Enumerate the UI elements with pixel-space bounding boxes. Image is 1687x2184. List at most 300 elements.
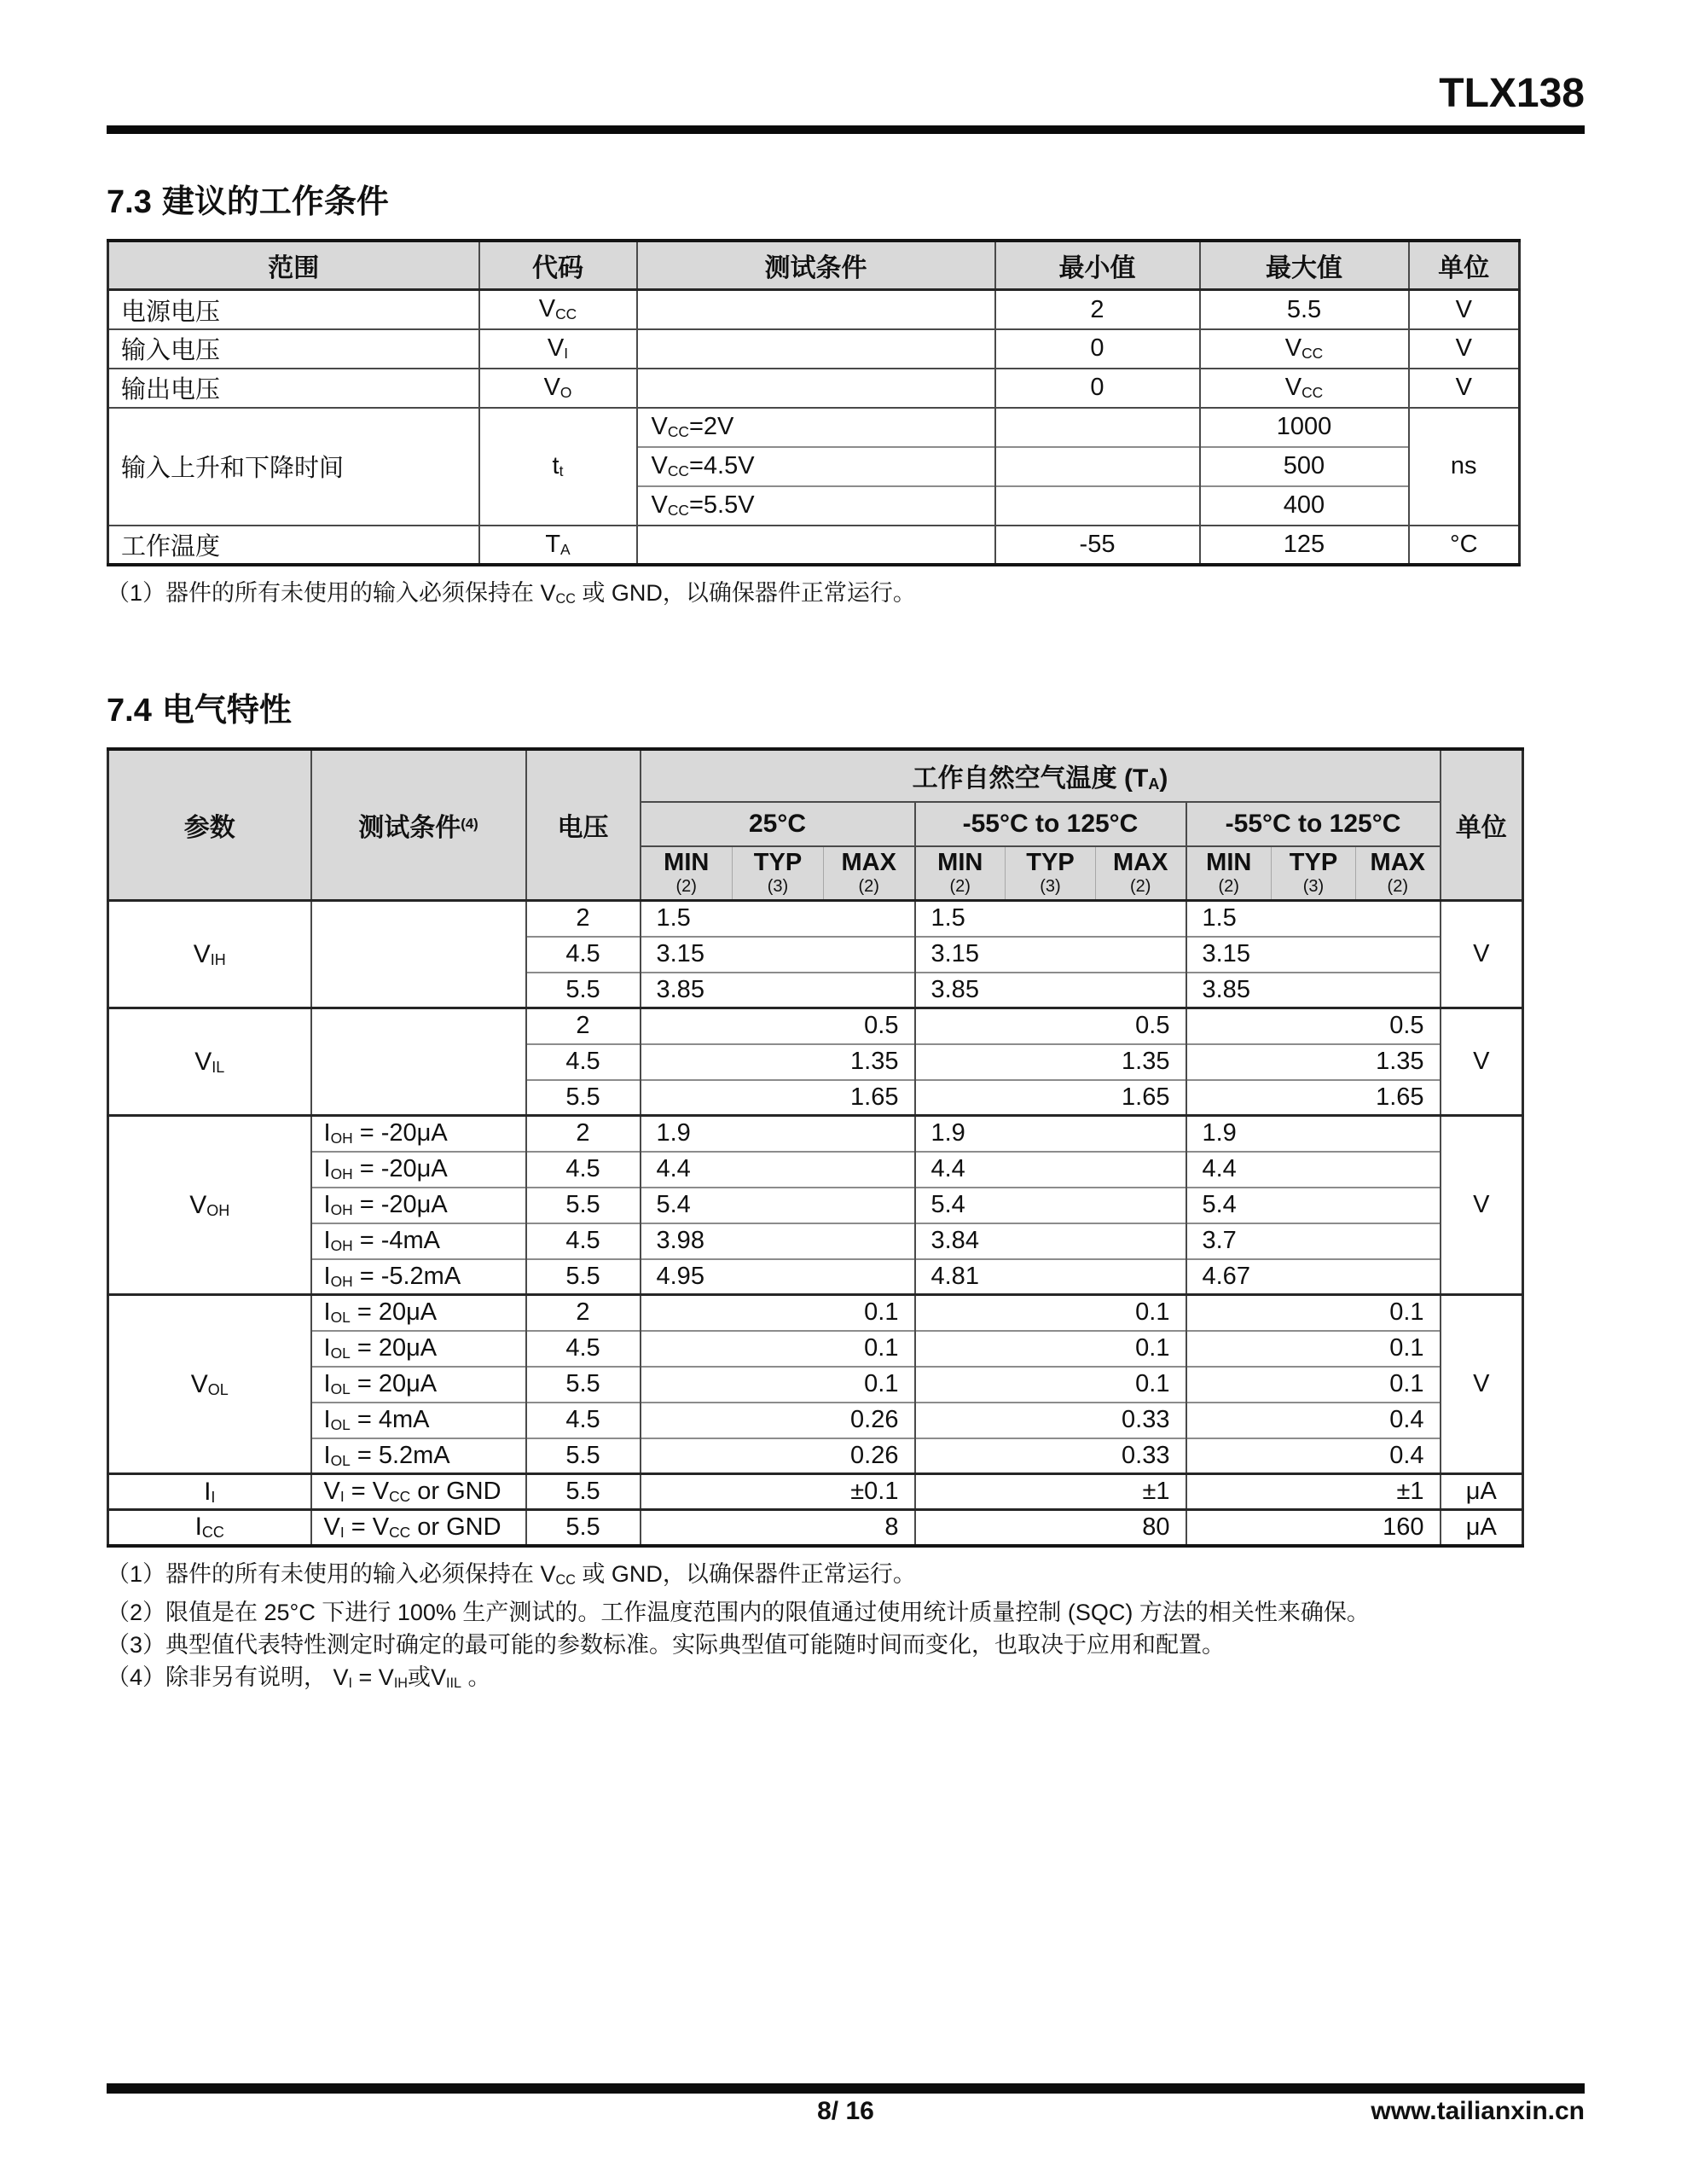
test-condition-cell: $I_{OH} = -20\mu A$ (311, 1152, 526, 1188)
temp-group-full-range-2: -55°C to 125°C (1186, 802, 1441, 846)
table-row (108, 1510, 1523, 1546)
voltage-cell: 5.5 (526, 1474, 641, 1510)
value-cell (733, 1008, 824, 1044)
min-note: (2) (1218, 877, 1239, 897)
value-cell: 4.4 (641, 1152, 733, 1188)
value-cell (733, 1331, 824, 1367)
value-cell (1006, 1008, 1096, 1044)
value-cell (1006, 1080, 1096, 1116)
table-row (108, 1188, 1523, 1223)
value-cell (733, 1188, 824, 1223)
max-value-cell: $V_{CC}$ (1200, 329, 1409, 369)
value-cell (641, 1438, 733, 1474)
test-condition-cell: $I_{OL} = 20\mu A$ (311, 1295, 526, 1331)
value-cell (1272, 1080, 1356, 1116)
value-cell (1006, 1188, 1096, 1223)
page-number: 8/ 16 (817, 2097, 874, 2125)
value-cell (1272, 1152, 1356, 1188)
col-header-min: 最小值 (995, 241, 1200, 290)
typ-note: (3) (1302, 877, 1325, 897)
value-cell (641, 1474, 733, 1510)
value-cell (915, 1438, 1006, 1474)
value-cell (1096, 1152, 1186, 1188)
value-cell: 0.1 (1096, 1331, 1186, 1367)
footnote-4: （4）除非另有说明， $V_I = V_{IH}$或$V_{IIL}$ 。 (107, 1664, 491, 1691)
value-cell: 0.26 (824, 1403, 915, 1438)
typ-header (1006, 846, 1096, 901)
value-cell (1356, 1116, 1441, 1152)
typ-label: TYP (1026, 849, 1075, 877)
table-row (108, 1474, 1523, 1510)
value-cell (1272, 1403, 1356, 1438)
value-cell (1272, 937, 1356, 973)
typ-header (1272, 846, 1356, 901)
value-cell (733, 1295, 824, 1331)
voltage-cell: 4.5 (526, 1331, 641, 1367)
range-cell: 输入电压 (108, 329, 479, 369)
value-cell (1356, 901, 1441, 937)
value-cell (641, 1080, 733, 1116)
value-cell (915, 1510, 1006, 1546)
voltage-cell: 4.5 (526, 1152, 641, 1188)
unit-cell: V (1441, 1116, 1523, 1295)
value-cell (1006, 1223, 1096, 1259)
value-cell (824, 1188, 915, 1223)
value-cell (1096, 901, 1186, 937)
unit-cell: V (1441, 1008, 1523, 1116)
value-cell (1186, 1008, 1272, 1044)
value-cell (1006, 1116, 1096, 1152)
value-cell (733, 1259, 824, 1295)
table-row (108, 1223, 1523, 1259)
value-cell (1356, 937, 1441, 973)
unit-cell: °C (1409, 526, 1520, 565)
value-cell (1096, 1259, 1186, 1295)
col-header-test-condition: 测试条件 (637, 241, 995, 290)
value-cell: 3.84 (915, 1223, 1006, 1259)
typ-label: TYP (753, 849, 803, 877)
value-cell (915, 1080, 1006, 1116)
value-cell: 5.4 (1186, 1188, 1272, 1223)
unit-cell: V (1441, 1295, 1523, 1474)
table-row (108, 329, 1520, 369)
value-cell (1006, 1259, 1096, 1295)
temp-group-full-range-1: -55°C to 125°C (915, 802, 1186, 846)
value-cell (1272, 973, 1356, 1008)
footnote-1: （1）器件的所有未使用的输入必须保持在 $V_{CC}$ 或 GND，以确保器件正常运行。 (107, 579, 916, 607)
value-cell (1272, 901, 1356, 937)
value-cell (1006, 1438, 1096, 1474)
recommended-operating-conditions-table (107, 239, 1521, 566)
table-row (108, 1152, 1523, 1188)
value-cell: 0.1 (1356, 1367, 1441, 1403)
voltage-cell: 4.5 (526, 1223, 641, 1259)
value-cell: 0.1 (824, 1367, 915, 1403)
test-condition-cell (637, 526, 995, 565)
value-cell: 0.5 (824, 1008, 915, 1044)
value-cell (1272, 1008, 1356, 1044)
value-cell (733, 1474, 824, 1510)
value-cell (1186, 1044, 1272, 1080)
value-cell: 0.5 (1096, 1008, 1186, 1044)
max-value-cell: 5.5 (1200, 290, 1409, 329)
value-cell (1272, 1438, 1356, 1474)
test-condition-cell: $I_{OH} = -20\mu A$ (311, 1116, 526, 1152)
min-label: MIN (937, 849, 983, 877)
value-cell: 0.1 (824, 1295, 915, 1331)
value-cell (733, 973, 824, 1008)
value-cell (1272, 1116, 1356, 1152)
value-cell: 1.5 (1186, 901, 1272, 937)
test-condition-cell: $V_{CC}=4.5V$ (637, 447, 995, 486)
code-cell: $V_I$ (479, 329, 637, 369)
value-cell: 0.1 (1096, 1367, 1186, 1403)
electrical-characteristics-table (107, 747, 1524, 1548)
col-header-voltage: 电压 (526, 749, 641, 901)
value-cell (1272, 1259, 1356, 1295)
value-cell (1006, 901, 1096, 937)
value-cell (1096, 1188, 1186, 1223)
test-condition-cell (637, 369, 995, 408)
table-row (108, 1331, 1523, 1367)
value-cell (1186, 1331, 1272, 1367)
value-cell: 8 (824, 1510, 915, 1546)
unit-cell: μA (1441, 1474, 1523, 1510)
value-cell (641, 1008, 733, 1044)
table-row (108, 369, 1520, 408)
page-footer (107, 2083, 1585, 2135)
value-cell (1186, 1510, 1272, 1546)
section-heading-7-3 (107, 175, 1585, 222)
section-number: 7.4 (107, 692, 152, 729)
max-header (1096, 846, 1186, 901)
value-cell (641, 1367, 733, 1403)
range-cell: 工作温度 (108, 526, 479, 565)
value-cell (733, 1116, 824, 1152)
value-cell (824, 1223, 915, 1259)
value-cell: 0.4 (1356, 1403, 1441, 1438)
value-cell (1356, 1152, 1441, 1188)
value-cell (1186, 1367, 1272, 1403)
min-label: MIN (664, 849, 710, 877)
voltage-cell: 5.5 (526, 1510, 641, 1546)
table-row (108, 901, 1523, 937)
value-cell (733, 901, 824, 937)
parameter-cell: $V_{OL}$ (108, 1295, 311, 1474)
value-cell (1356, 973, 1441, 1008)
value-cell: 4.4 (1186, 1152, 1272, 1188)
value-cell: 1.35 (1356, 1044, 1441, 1080)
value-cell (733, 1223, 824, 1259)
value-cell: 3.15 (641, 937, 733, 973)
col-header-ambient-temperature: 工作自然空气温度 $(T_A)$ (641, 749, 1441, 802)
value-cell (1006, 1295, 1096, 1331)
min-value-cell: 0 (995, 369, 1200, 408)
roc-footnotes (107, 577, 1585, 615)
min-header (641, 846, 733, 901)
max-value-cell: 400 (1200, 486, 1409, 526)
max-value-cell: 125 (1200, 526, 1409, 565)
value-cell: 4.67 (1186, 1259, 1272, 1295)
voltage-cell: 4.5 (526, 1403, 641, 1438)
min-value-cell: -55 (995, 526, 1200, 565)
value-cell (915, 1008, 1006, 1044)
voltage-cell: 5.5 (526, 973, 641, 1008)
col-header-test-condition: 测试条件$^{(4)}$ (311, 749, 526, 901)
parameter-cell: $V_{IL}$ (108, 1008, 311, 1116)
value-cell (915, 1331, 1006, 1367)
parameter-cell: $I_I$ (108, 1474, 311, 1510)
min-note: (2) (949, 877, 971, 897)
section-recommended-operating-conditions (107, 175, 1585, 615)
value-cell: 0.1 (1356, 1295, 1441, 1331)
table-row (108, 1259, 1523, 1295)
table-row (108, 1008, 1523, 1044)
voltage-cell: 5.5 (526, 1080, 641, 1116)
value-cell (824, 901, 915, 937)
value-cell: 3.85 (915, 973, 1006, 1008)
value-cell: 0.33 (1096, 1403, 1186, 1438)
test-condition-cell (637, 329, 995, 369)
footer-rule (107, 2083, 1585, 2094)
table-row (108, 1403, 1523, 1438)
value-cell: 0.1 (1356, 1331, 1441, 1367)
value-cell (915, 1367, 1006, 1403)
value-cell: 1.9 (641, 1116, 733, 1152)
voltage-cell: 4.5 (526, 1044, 641, 1080)
min-note: (2) (675, 877, 697, 897)
value-cell: 80 (1096, 1510, 1186, 1546)
max-header (824, 846, 915, 901)
max-note: (2) (1130, 877, 1151, 897)
value-cell (824, 937, 915, 973)
voltage-cell: 2 (526, 1295, 641, 1331)
typ-note: (3) (1040, 877, 1061, 897)
value-cell (1096, 937, 1186, 973)
value-cell: 3.15 (1186, 937, 1272, 973)
value-cell (733, 1044, 824, 1080)
value-cell: 3.15 (915, 937, 1006, 973)
doc-title: TLX138 (1439, 71, 1585, 116)
min-value-cell (995, 408, 1200, 447)
range-cell: 电源电压 (108, 290, 479, 329)
table-header-row (108, 749, 1523, 802)
value-cell: 5.4 (915, 1188, 1006, 1223)
test-condition-cell: $I_{OH} = -20\mu A$ (311, 1188, 526, 1223)
max-note: (2) (1387, 877, 1408, 897)
min-value-cell: 0 (995, 329, 1200, 369)
value-cell (1186, 1438, 1272, 1474)
value-cell: 1.65 (1096, 1080, 1186, 1116)
value-cell (641, 1044, 733, 1080)
unit-cell: μA (1441, 1510, 1523, 1546)
range-cell: 输出电压 (108, 369, 479, 408)
value-cell (1272, 1223, 1356, 1259)
table-row (108, 1367, 1523, 1403)
voltage-cell: 5.5 (526, 1259, 641, 1295)
test-condition-cell: $V_{CC}=2V$ (637, 408, 995, 447)
header-rule (107, 125, 1585, 134)
value-cell: 1.5 (915, 901, 1006, 937)
voltage-cell: 5.5 (526, 1438, 641, 1474)
value-cell (641, 1295, 733, 1331)
test-condition-cell: $I_{OH} = -4mA$ (311, 1223, 526, 1259)
typ-header (733, 846, 824, 901)
value-cell (1356, 1188, 1441, 1223)
test-condition-cell: $I_{OL} = 5.2mA$ (311, 1438, 526, 1474)
table-row (108, 1116, 1523, 1152)
test-condition-cell: $V_I = V_{CC}$ or GND (311, 1510, 526, 1546)
value-cell: 1.9 (915, 1116, 1006, 1152)
page-header (107, 72, 1585, 134)
section-number: 7.3 (107, 183, 152, 220)
test-condition-cell: $I_{OL} = 4mA$ (311, 1403, 526, 1438)
value-cell (1272, 1474, 1356, 1510)
value-cell (915, 1403, 1006, 1438)
code-cell: $t_t$ (479, 408, 637, 526)
value-cell (1272, 1331, 1356, 1367)
value-cell: 0.5 (1356, 1008, 1441, 1044)
voltage-cell: 5.5 (526, 1367, 641, 1403)
value-cell: 0.26 (824, 1438, 915, 1474)
test-condition-cell: $I_{OH} = -5.2mA$ (311, 1259, 526, 1295)
footnote-3: （3）典型值代表特性测定时确定的最可能的参数标准。实际典型值可能随时间而变化，也取决于应用和配置。 (107, 1631, 1226, 1658)
website-url: www.tailianxin.cn (1371, 2097, 1585, 2125)
temp-group-25c: 25°C (641, 802, 915, 846)
value-cell (733, 1152, 824, 1188)
max-value-cell: 1000 (1200, 408, 1409, 447)
value-cell (641, 1403, 733, 1438)
value-cell: 4.95 (641, 1259, 733, 1295)
value-cell (1006, 1474, 1096, 1510)
typ-note: (3) (767, 877, 789, 897)
value-cell: 4.81 (915, 1259, 1006, 1295)
min-header (915, 846, 1006, 901)
max-label: MAX (1370, 849, 1425, 877)
col-header-max: 最大值 (1200, 241, 1409, 290)
code-cell: $V_{CC}$ (479, 290, 637, 329)
test-condition-cell (311, 1008, 526, 1116)
max-note: (2) (858, 877, 879, 897)
unit-cell: V (1409, 329, 1520, 369)
typ-label: TYP (1289, 849, 1338, 877)
min-label: MIN (1206, 849, 1252, 877)
test-condition-cell (311, 901, 526, 1008)
parameter-cell: $V_{OH}$ (108, 1116, 311, 1295)
min-header (1186, 846, 1272, 901)
value-cell (915, 1295, 1006, 1331)
value-cell (733, 937, 824, 973)
col-header-unit: 单位 (1409, 241, 1520, 290)
value-cell (824, 1152, 915, 1188)
value-cell (1272, 1510, 1356, 1546)
footer-row (107, 2097, 1585, 2135)
value-cell: 4.4 (915, 1152, 1006, 1188)
elec-footnotes (107, 1558, 1585, 1699)
value-cell: 3.85 (1186, 973, 1272, 1008)
value-cell: 0.4 (1356, 1438, 1441, 1474)
footnote-1: （1）器件的所有未使用的输入必须保持在 $V_{CC}$ 或 GND，以确保器件正常运行。 (107, 1560, 916, 1588)
value-cell: 3.7 (1186, 1223, 1272, 1259)
value-cell: 1.65 (1356, 1080, 1441, 1116)
value-cell (1006, 1403, 1096, 1438)
value-cell (733, 1080, 824, 1116)
min-value-cell (995, 447, 1200, 486)
value-cell: 1.35 (824, 1044, 915, 1080)
unit-cell: V (1441, 901, 1523, 1008)
value-cell (824, 1259, 915, 1295)
value-cell (1272, 1367, 1356, 1403)
value-cell (1096, 1223, 1186, 1259)
section-title: 建议的工作条件 (161, 183, 389, 220)
value-cell: 0.1 (1096, 1295, 1186, 1331)
value-cell (1272, 1295, 1356, 1331)
value-cell: 1.35 (1096, 1044, 1186, 1080)
value-cell: ±1 (1096, 1474, 1186, 1510)
test-condition-cell (637, 290, 995, 329)
value-cell (1272, 1044, 1356, 1080)
section-electrical-characteristics (107, 683, 1585, 1699)
value-cell (1186, 1474, 1272, 1510)
table-row (108, 290, 1520, 329)
test-condition-cell: $I_{OL} = 20\mu A$ (311, 1331, 526, 1367)
min-value-cell: 2 (995, 290, 1200, 329)
max-value-cell: $V_{CC}$ (1200, 369, 1409, 408)
value-cell (1186, 1080, 1272, 1116)
value-cell (824, 973, 915, 1008)
value-cell: 1.65 (824, 1080, 915, 1116)
value-cell: 1.5 (641, 901, 733, 937)
range-cell: 输入上升和下降时间 (108, 408, 479, 526)
value-cell (1272, 1188, 1356, 1223)
value-cell: 3.98 (641, 1223, 733, 1259)
value-cell (915, 1044, 1006, 1080)
voltage-cell: 2 (526, 901, 641, 937)
value-cell: 5.4 (641, 1188, 733, 1223)
value-cell: 3.85 (641, 973, 733, 1008)
col-header-range: 范围 (108, 241, 479, 290)
value-cell (733, 1367, 824, 1403)
voltage-cell: 4.5 (526, 937, 641, 973)
section-heading-7-4 (107, 683, 1585, 730)
unit-cell: V (1409, 369, 1520, 408)
col-header-code: 代码 (479, 241, 637, 290)
min-value-cell (995, 486, 1200, 526)
value-cell (733, 1510, 824, 1546)
footnote-2: （2）限值是在 25°C 下进行 100% 生产测试的。工作温度范围内的限值通过使用统计质量控制 (SQC) 方法的相关性来确保。 (107, 1599, 1370, 1625)
col-header-unit: 单位 (1441, 749, 1523, 901)
col-header-parameter: 参数 (108, 749, 311, 901)
value-cell (1006, 937, 1096, 973)
value-cell: 0.1 (824, 1331, 915, 1367)
unit-cell: V (1409, 290, 1520, 329)
value-cell (641, 1331, 733, 1367)
parameter-cell: $I_{CC}$ (108, 1510, 311, 1546)
value-cell (1356, 1259, 1441, 1295)
value-cell (1006, 1367, 1096, 1403)
value-cell (915, 1474, 1006, 1510)
max-label: MAX (1113, 849, 1168, 877)
value-cell (641, 1510, 733, 1546)
test-condition-cell: $I_{OL} = 20\mu A$ (311, 1367, 526, 1403)
value-cell (1006, 1044, 1096, 1080)
value-cell: 160 (1356, 1510, 1441, 1546)
max-label: MAX (841, 849, 896, 877)
voltage-cell: 2 (526, 1008, 641, 1044)
value-cell (1356, 1223, 1441, 1259)
max-header (1356, 846, 1441, 901)
parameter-cell: $V_{IH}$ (108, 901, 311, 1008)
